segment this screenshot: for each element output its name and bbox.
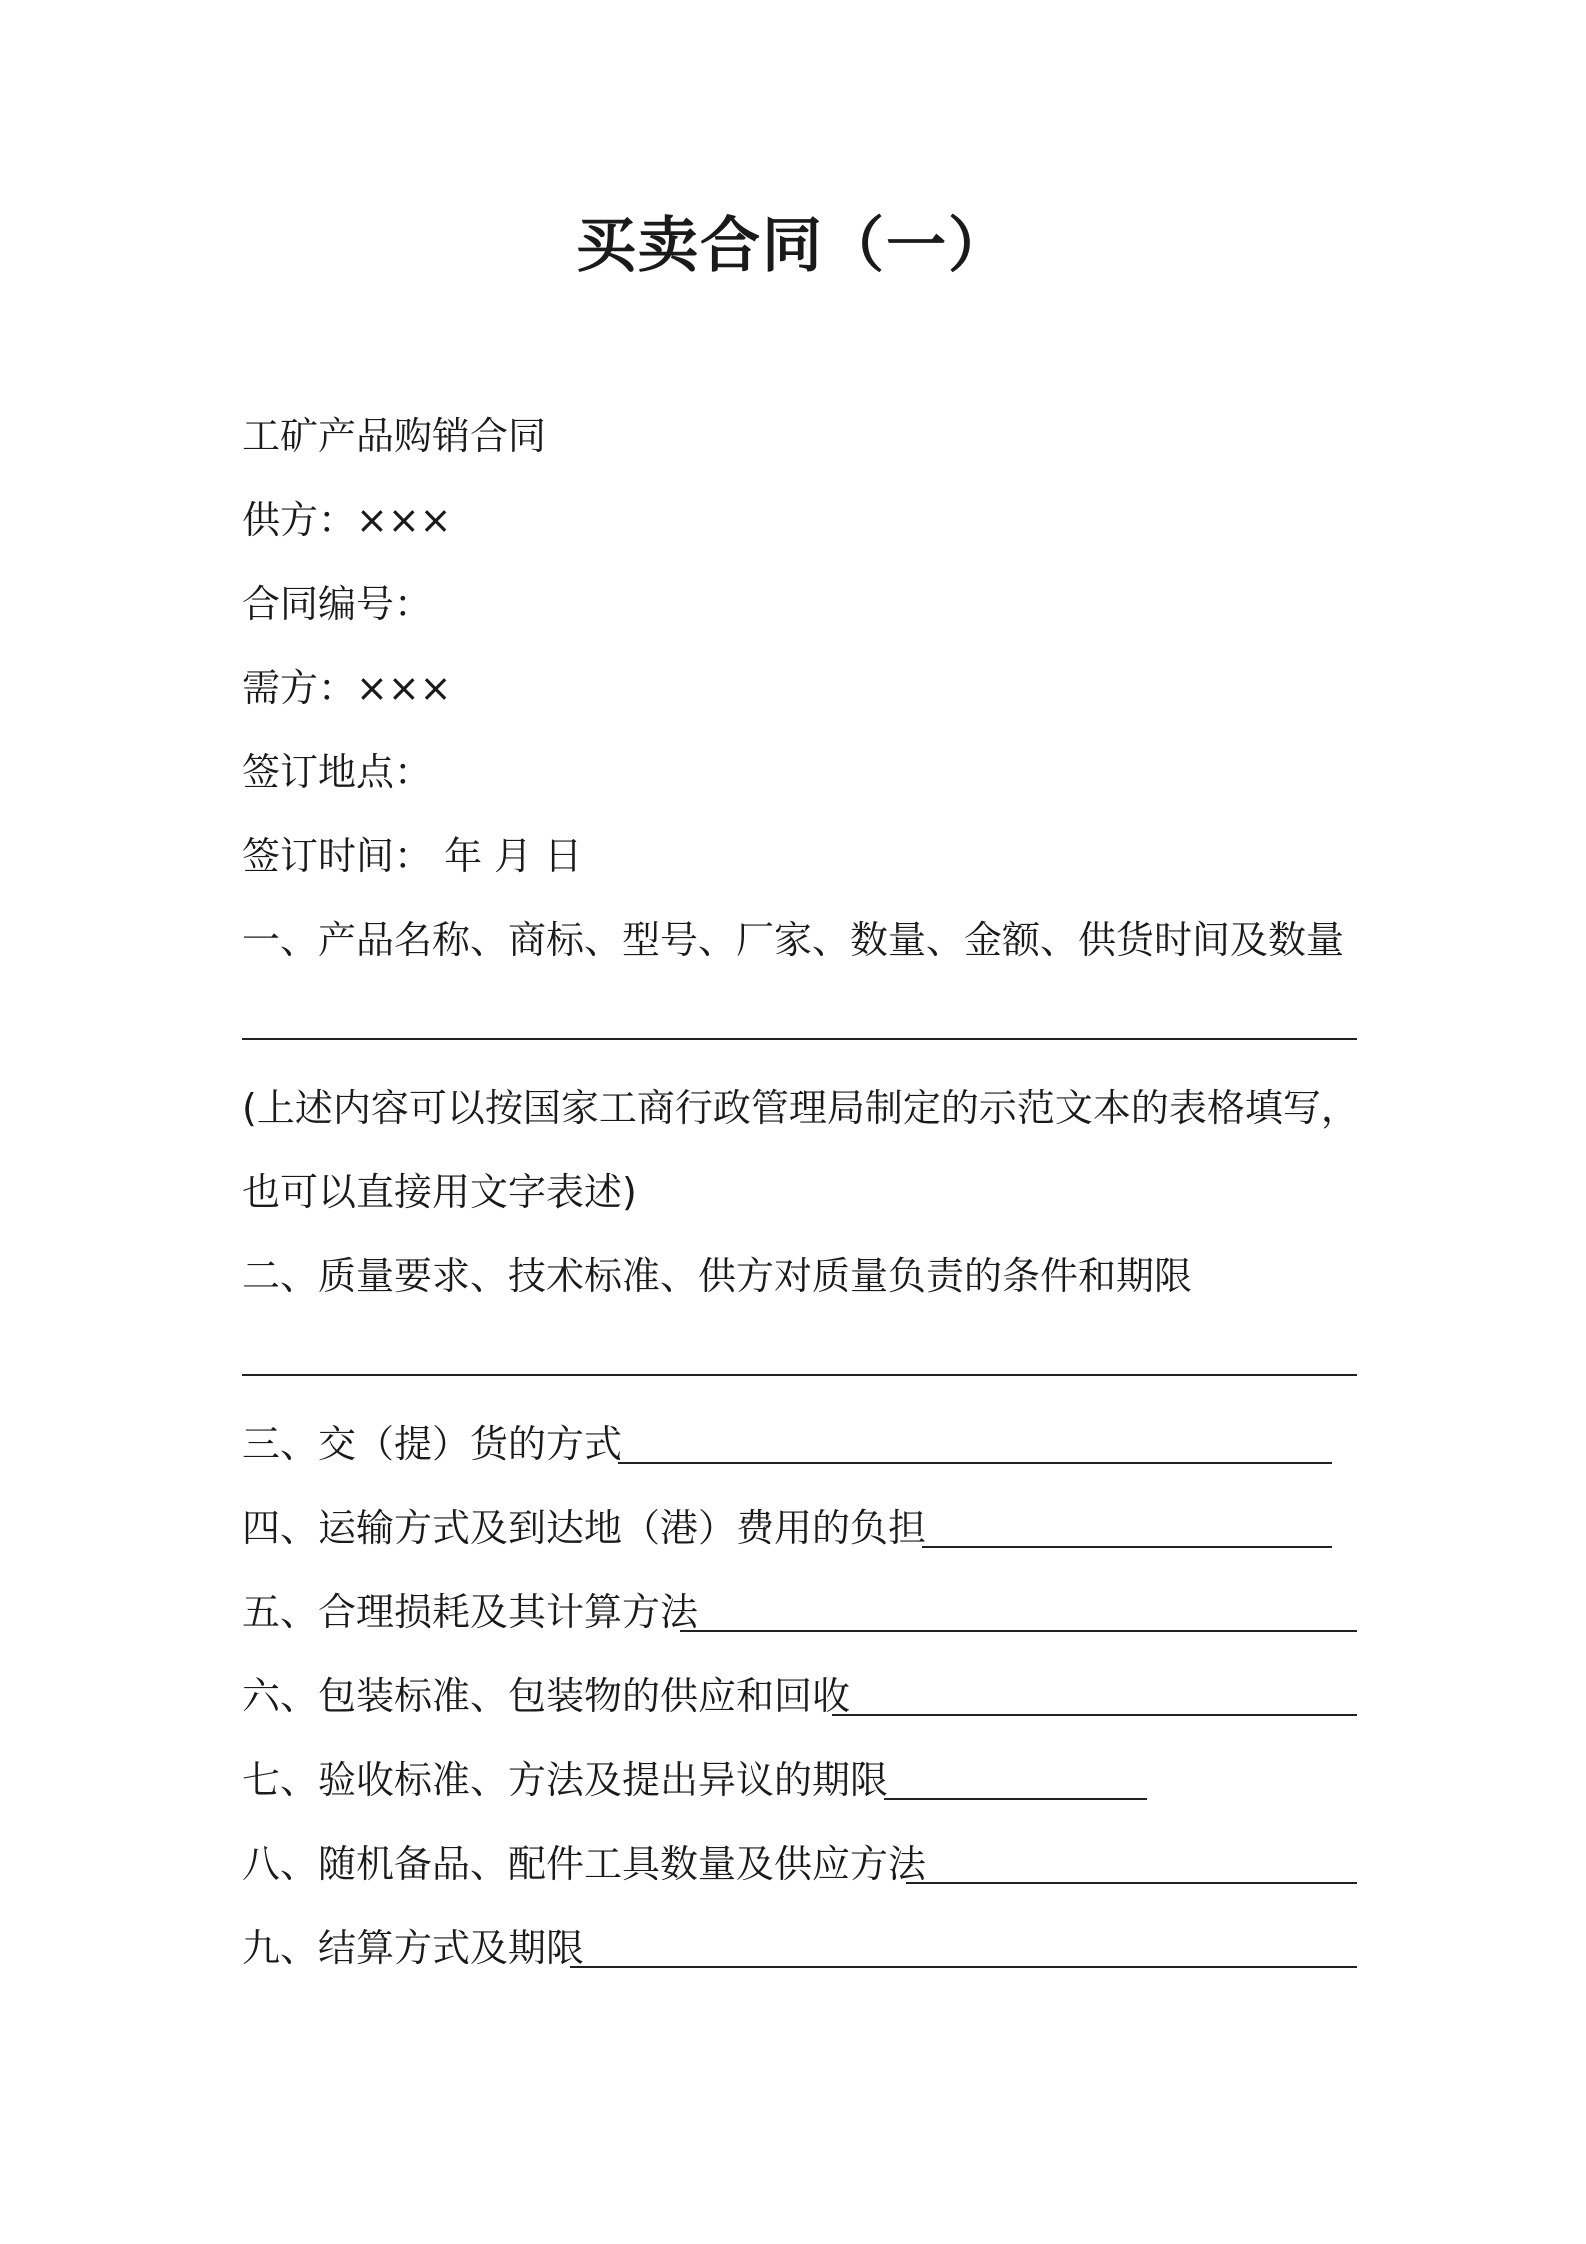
clause-9-blank-line bbox=[570, 1966, 1357, 1968]
buyer-field: 需方：××× bbox=[242, 666, 452, 710]
clause-4: 四、运输方式及到达地（港）费用的负担 bbox=[242, 1506, 927, 1550]
clause-7-blank-line bbox=[884, 1798, 1147, 1800]
supplier-field: 供方：××× bbox=[242, 498, 452, 542]
page-title: 买卖合同（一） bbox=[576, 211, 1010, 281]
clause-5-blank-line bbox=[680, 1630, 1357, 1632]
clause-3: 三、交（提）货的方式 bbox=[242, 1422, 623, 1466]
clause-2-blank-line bbox=[242, 1374, 1357, 1376]
clause-8-blank-line bbox=[906, 1882, 1357, 1884]
clause-8: 八、随机备品、配件工具数量及供应方法 bbox=[242, 1842, 927, 1886]
contract-subtitle: 工矿产品购销合同 bbox=[242, 414, 547, 458]
clause-6: 六、包装标准、包装物的供应和回收 bbox=[242, 1674, 851, 1718]
clause-3-blank-line bbox=[618, 1462, 1332, 1464]
sign-place-field: 签订地点： bbox=[242, 750, 433, 794]
sign-time-field: 签订时间： 年 月 日 bbox=[242, 834, 583, 878]
contract-number-field: 合同编号： bbox=[242, 582, 433, 626]
clause-9: 九、结算方式及期限 bbox=[242, 1926, 585, 1970]
clause-1-note-line-1: (上述内容可以按国家工商行政管理局制定的示范文本的表格填写， bbox=[242, 1086, 1359, 1130]
clause-1-blank-line bbox=[242, 1038, 1357, 1040]
clause-2: 二、质量要求、技术标准、供方对质量负责的条件和期限 bbox=[242, 1254, 1193, 1298]
clause-7: 七、验收标准、方法及提出异议的期限 bbox=[242, 1758, 889, 1802]
clause-5: 五、合理损耗及其计算方法 bbox=[242, 1590, 699, 1634]
clause-1-note-line-2: 也可以直接用文字表述) bbox=[242, 1170, 637, 1214]
clause-1: 一、产品名称、商标、型号、厂家、数量、金额、供货时间及数量 bbox=[242, 918, 1345, 962]
clause-6-blank-line bbox=[832, 1714, 1357, 1716]
clause-4-blank-line bbox=[922, 1546, 1332, 1548]
